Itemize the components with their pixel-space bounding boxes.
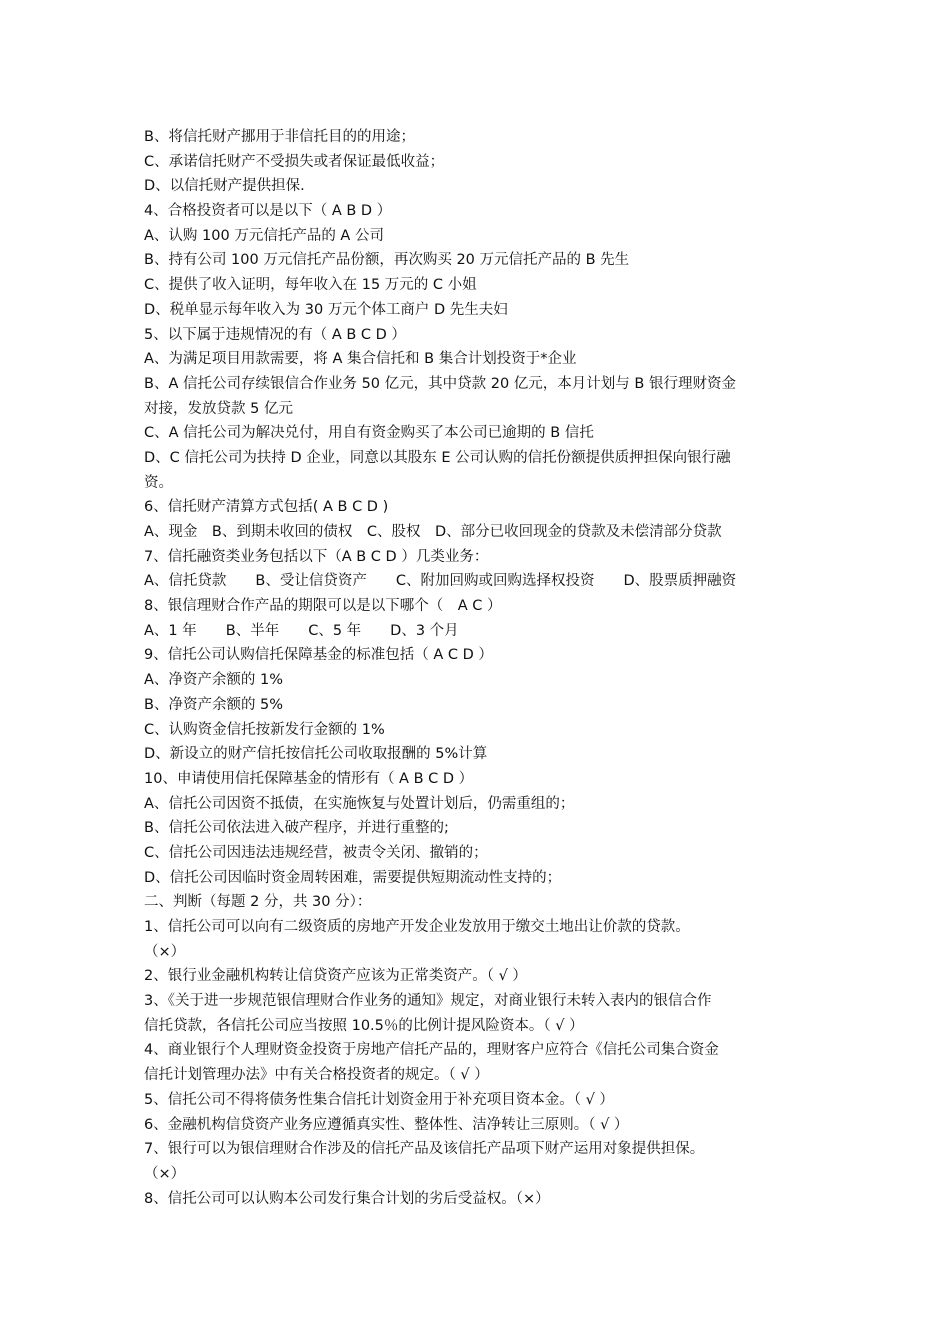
text-line: C、承诺信托财产不受损失或者保证最低收益； [144,153,445,170]
text-line: 5、以下属于违规情况的有（ A B C D ） [144,326,406,343]
document-body [144,125,812,1211]
text-line: C、信托公司因违法违规经营，被责令关闭、撤销的； [144,844,488,861]
text-line: A、信托公司因资不抵债，在实施恢复与处置计划后，仍需重组的； [144,795,575,812]
text-line: 信托计划管理办法》中有关合格投资者的规定。（ √ ） [144,1067,489,1084]
text-line: 信托贷款，各信托公司应当按照 10.5％的比例计提风险资本。（ √ ） [144,1017,584,1034]
text-line: D、税单显示每年收入为 30 万元个体工商户 D 先生夫妇 [144,301,508,318]
text-line: A、净资产余额的 1% [144,672,284,689]
text-line: （×） [144,1165,186,1182]
text-line: 6、金融机构信贷资产业务应遵循真实性、整体性、洁净转让三原则。（ √ ） [144,1116,629,1133]
text-line: 4、商业银行个人理财资金投资于房地产信托产品的，理财客户应符合《信托公司集合资金 [144,1042,719,1059]
text-line: 2、银行业金融机构转让信贷资产应该为正常类资产。（ √ ） [144,968,527,985]
text-line: 4、合格投资者可以是以下（ A B D ） [144,203,392,220]
text-line: 9、信托公司认购信托保障基金的标准包括（ A C D ） [144,647,493,664]
text-line: A、现金 B、到期未收回的债权 C、股权 D、部分已收回现金的贷款及未偿清部分贷款 [144,524,722,540]
text-line: C、认购资金信托按新发行金额的 1% [144,721,385,738]
text-line: B、净资产余额的 5% [144,696,284,713]
text-line: 8、银信理财合作产品的期限可以是以下哪个（ A C ） [144,598,502,615]
text-line: 5、信托公司不得将债务性集合信托计划资金用于补充项目资本金。（ √ ） [144,1091,614,1108]
text-line: D、信托公司因临时资金周转困难，需要提供短期流动性支持的； [144,869,562,886]
text-line: D、C 信托公司为扶持 D 企业，同意以其股东 E 公司认购的信托份额提供质押担保向银行融 [144,449,731,466]
text-line: 7、信托融资类业务包括以下（A B C D ）几类业务： [144,548,489,565]
text-line: 二、判断（每题 2 分，共 30 分）： [144,894,372,911]
text-line: A、为满足项目用款需要，将 A 集合信托和 B 集合计划投资于*企业 [144,351,577,368]
text-line: D、新设立的财产信托按信托公司收取报酬的 5%计算 [144,746,488,763]
text-line: C、A 信托公司为解决兑付，用自有资金购买了本公司已逾期的 B 信托 [144,425,594,442]
text-line: C、提供了收入证明，每年收入在 15 万元的 C 小姐 [144,277,477,294]
text-line: A、认购 100 万元信托产品的 A 公司 [144,227,384,244]
text-line: A、1 年 B、半年 C、5 年 D、3 个月 [144,622,459,639]
text-line: （×） [144,943,186,960]
text-line: B、信托公司依法进入破产程序，并进行重整的; [144,820,449,837]
text-line: 对接，发放贷款 5 亿元 [144,400,293,417]
text-line: 8、信托公司可以认购本公司发行集合计划的劣后受益权。（×） [144,1190,550,1207]
text-line: B、将信托财产挪用于非信托目的的用途； [144,129,415,145]
text-line: B、A 信托公司存续银信合作业务 50 亿元，其中贷款 20 亿元，本月计划与 B 银行理财资金 [144,375,736,392]
text-line: 7、银行可以为银信理财合作涉及的信托产品及该信托产品项下财产运用对象提供担保。 [144,1141,705,1158]
text-line: 3、《关于进一步规范银信理财合作业务的通知》规定，对商业银行未转入表内的银信合作 [144,993,712,1010]
text-line: 6、信托财产清算方式包括( A B C D ) [144,499,389,516]
text-line: B、持有公司 100 万元信托产品份额，再次购买 20 万元信托产品的 B 先生 [144,252,630,269]
text-line: A、信托贷款 B、受让信贷资产 C、附加回购或回购选择权投资 D、股票质押融资 [144,573,737,590]
text-line: 资。 [144,474,173,491]
text-line: D、以信托财产提供担保. [144,178,305,195]
text-line: 10、申请使用信托保障基金的情形有（ A B C D ） [144,770,474,787]
text-line: 1、信托公司可以向有二级资质的房地产开发企业发放用于缴交土地出让价款的贷款。 [144,919,690,935]
